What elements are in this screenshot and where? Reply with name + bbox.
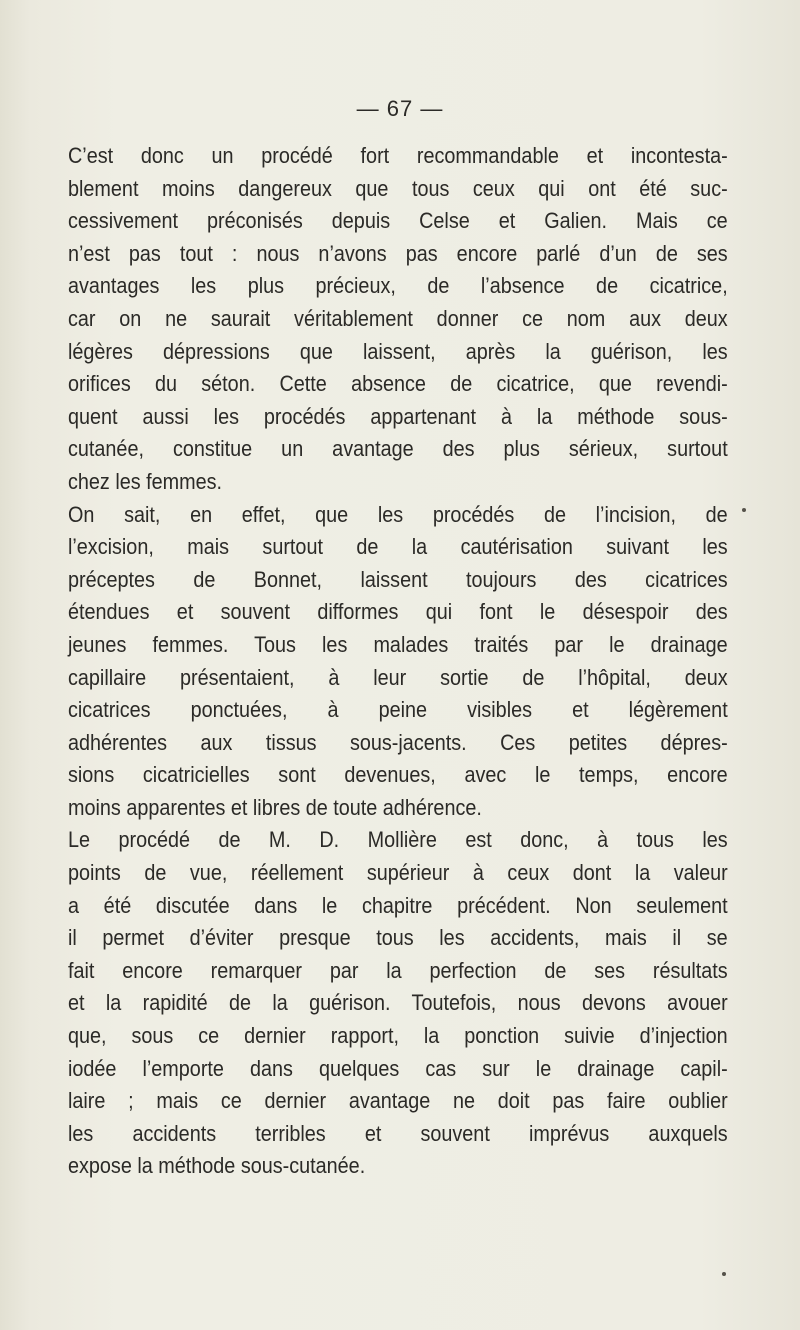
body-text — [68, 140, 728, 1183]
text-line: a été discutée dans le chapitre précédent. Non seulement — [68, 892, 728, 918]
text-line: étendues et souvent difformes qui font le désespoir des — [68, 599, 728, 625]
text-line: adhérentes aux tissus sous-jacents. Ces petites dépres- — [68, 729, 728, 755]
text-line: On sait, en effet, que les procédés de l’incision, de — [68, 501, 728, 527]
text-line: iodée l’emporte dans quelques cas sur le drainage capil- — [68, 1055, 728, 1081]
text-line: fait encore remarquer par la perfection de ses résultats — [68, 957, 728, 983]
text-line: cicatrices ponctuées, à peine visibles et légèrement — [68, 697, 728, 723]
text-line: cessivement préconisés depuis Celse et Galien. Mais ce — [68, 208, 728, 234]
ink-speck — [722, 1272, 726, 1276]
text-line: sions cicatricielles sont devenues, avec le temps, encore — [68, 762, 728, 788]
text-line: que, sous ce dernier rapport, la ponction suivie d’injection — [68, 1023, 728, 1049]
text-line: laire ; mais ce dernier avantage ne doit pas faire oublier — [68, 1088, 728, 1114]
text-line: n’est pas tout : nous n’avons pas encore parlé d’un de ses — [68, 240, 728, 266]
text-line: moins apparentes et libres de toute adhérence. — [68, 794, 482, 820]
text-line: capillaire présentaient, à leur sortie de l’hôpital, deux — [68, 664, 728, 690]
text-line: C’est donc un procédé fort recommandable et incontesta- — [68, 143, 728, 168]
text-line: et la rapidité de la guérison. Toutefois, nous devons avouer — [68, 990, 728, 1016]
ink-speck — [742, 508, 746, 512]
text-line: blement moins dangereux que tous ceux qui ont été suc- — [68, 175, 728, 201]
text-line: avantages les plus précieux, de l’absence de cicatrice, — [68, 273, 728, 299]
text-line: car on ne saurait véritablement donner ce nom aux deux — [68, 305, 728, 331]
page-number: — 67 — — [356, 96, 444, 121]
text-line: jeunes femmes. Tous les malades traités par le drainage — [68, 631, 728, 657]
text-line: Le procédé de M. D. Mollière est donc, à tous les — [68, 827, 728, 853]
text-line: il permet d’éviter presque tous les accidents, mais il se — [68, 925, 728, 951]
text-line: les accidents terribles et souvent imprévus auxquels — [68, 1120, 728, 1146]
text-line: quent aussi les procédés appartenant à la méthode sous- — [68, 403, 728, 429]
text-line: chez les femmes. — [68, 468, 223, 494]
text-line: préceptes de Bonnet, laissent toujours des cicatrices — [68, 566, 728, 592]
text-line: orifices du séton. Cette absence de cicatrice, que revendi- — [68, 371, 728, 397]
text-line: légères dépressions que laissent, après la guérison, les — [68, 338, 728, 364]
text-line: expose la méthode sous-cutanée. — [68, 1153, 366, 1179]
text-line: points de vue, réellement supérieur à ceux dont la valeur — [68, 860, 728, 886]
text-line: l’excision, mais surtout de la cautérisation suivant les — [68, 534, 728, 560]
text-line: cutanée, constitue un avantage des plus sérieux, surtout — [68, 436, 728, 462]
